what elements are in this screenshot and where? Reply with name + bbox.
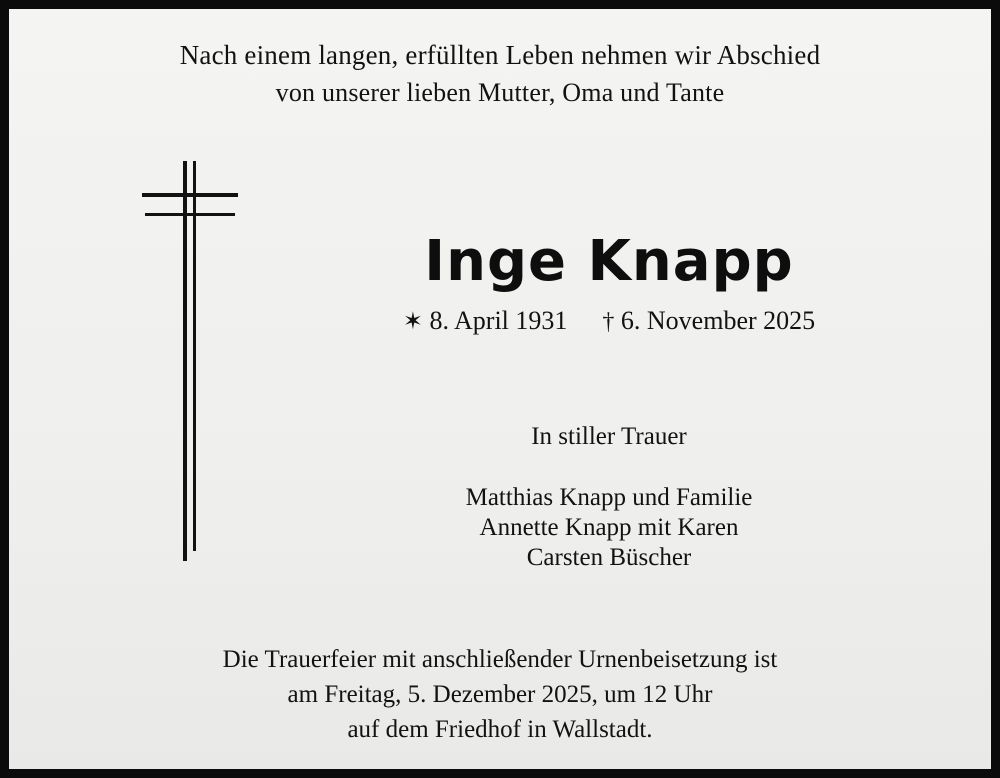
ceremony-line-2: am Freitag, 5. Dezember 2025, um 12 Uhr [287, 681, 713, 708]
cross-horizontal-inner [145, 213, 235, 216]
cross-vertical-inner [193, 161, 196, 551]
intro-text [9, 37, 991, 111]
ceremony-line-3: auf dem Friedhof in Wallstadt. [347, 716, 653, 743]
deceased-block [259, 231, 959, 338]
deceased-dates [259, 305, 959, 338]
intro-line-1: Nach einem langen, erfüllten Leben nehmen wir Abschied [179, 40, 821, 70]
birth-symbol-icon: ✶ [402, 309, 423, 335]
mourner-line: Annette Knapp mit Karen [479, 514, 739, 541]
cross-horizontal-outer [142, 193, 238, 197]
mourning-intro: In stiller Trauer [531, 423, 687, 450]
birth-date: 8. April 1931 [429, 306, 568, 335]
ceremony-details [9, 642, 991, 747]
christian-cross-icon [142, 161, 238, 561]
intro-line-2: von unserer lieben Mutter, Oma und Tante [275, 78, 725, 107]
cross-vertical-outer [183, 161, 187, 561]
mourner-line: Carsten Büscher [526, 544, 692, 571]
notice-sheet [9, 9, 991, 769]
death-date: 6. November 2025 [620, 306, 816, 335]
mourner-line: Matthias Knapp und Familie [465, 484, 753, 511]
mourners-list [259, 483, 959, 573]
deceased-name: Inge Knapp [424, 229, 794, 294]
death-symbol-icon: † [602, 309, 615, 335]
ceremony-line-1: Die Trauerfeier mit anschließender Urnenbeisetzung ist [222, 646, 778, 673]
